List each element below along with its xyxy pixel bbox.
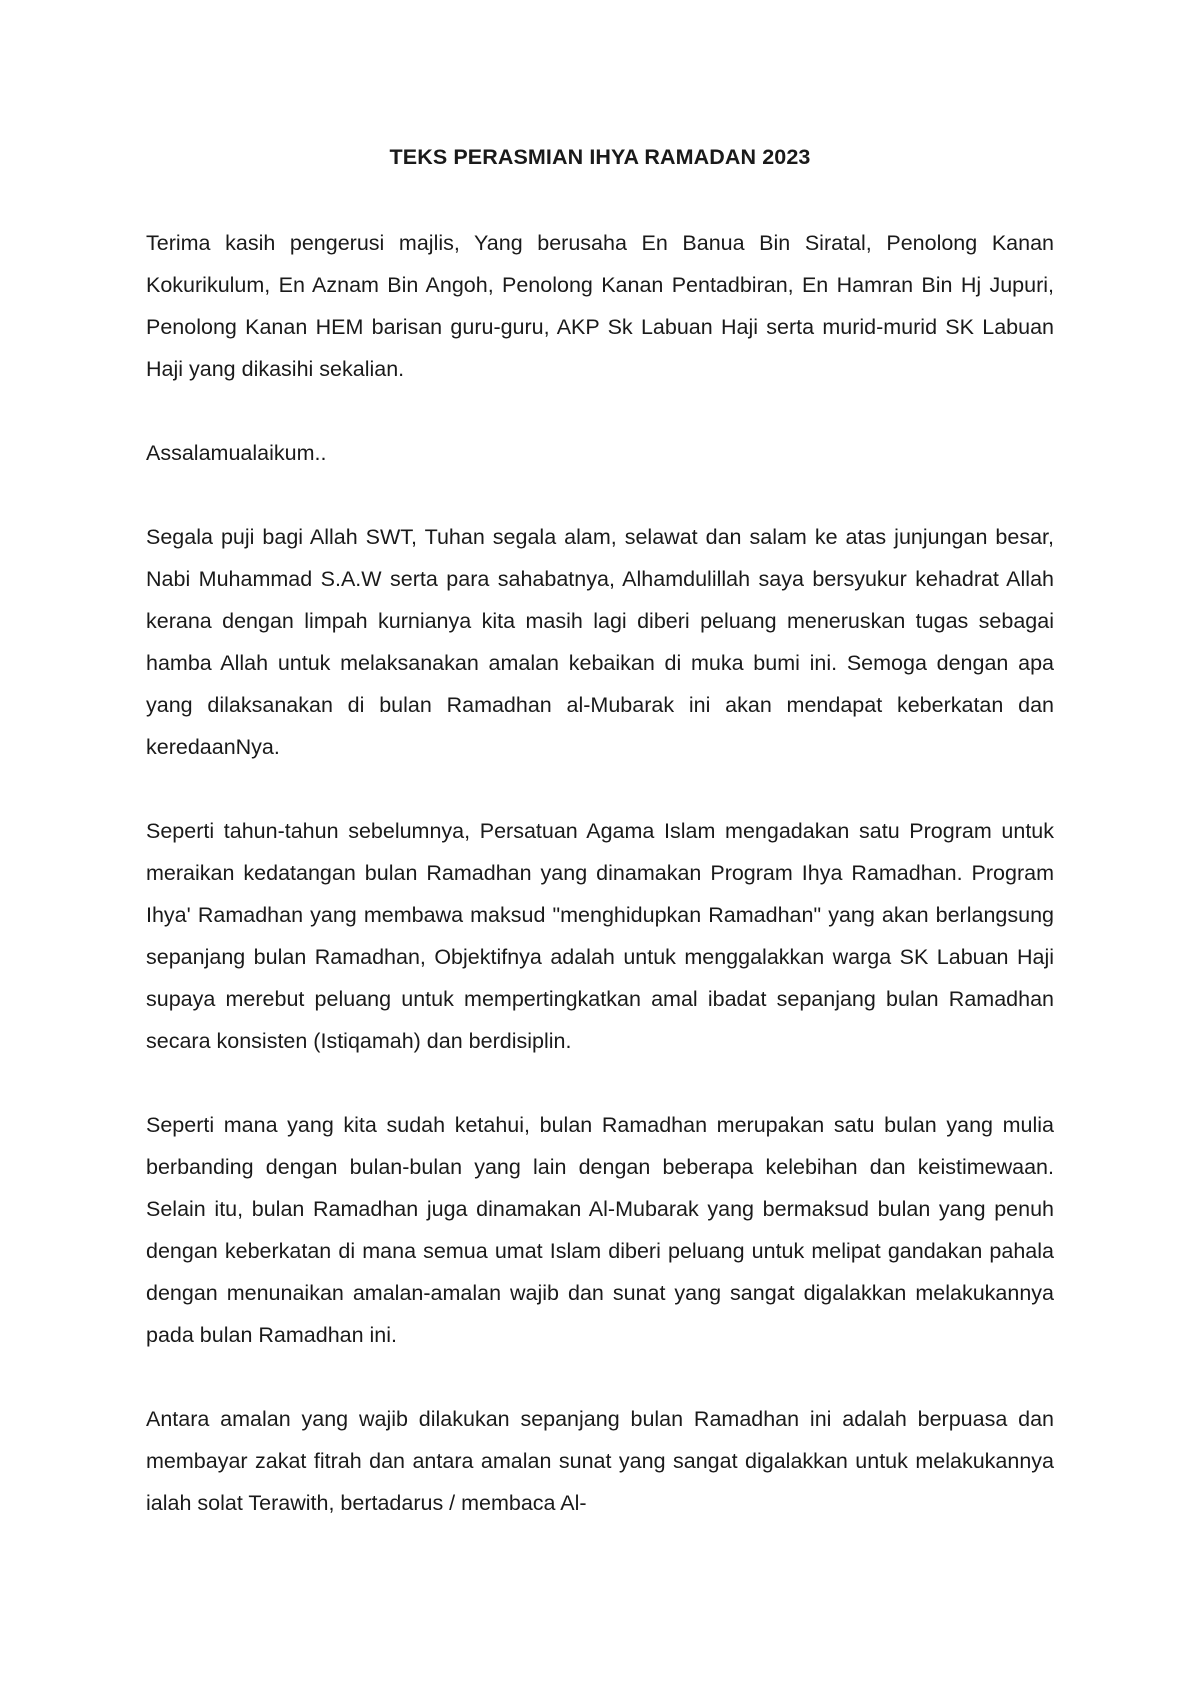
paragraph-greeting: Terima kasih pengerusi majlis, Yang berusaha En Banua Bin Siratal, Penolong Kanan Kokurikulum, En Aznam Bin Angoh, Penolong Kanan Pentadbiran, En Hamran Bin Hj Jupuri, Penolong Kanan HEM barisan guru-guru, AKP Sk Labuan Haji serta murid-murid SK Labuan Haji yang dikasihi sekalian. bbox=[146, 231, 1054, 381]
paragraph-praise: Segala puji bagi Allah SWT, Tuhan segala alam, selawat dan salam ke atas junjungan besar, Nabi Muhammad S.A.W serta para sahabatnya, Alhamdulillah saya bersyukur kehadrat Allah kerana dengan limpah kurnianya kita masih lagi diberi peluang meneruskan tugas sebagai hamba Allah untuk melaksanakan amalan kebaikan di muka bumi ini. Semoga dengan apa yang dilaksanakan di bulan Ramadhan al-Mubarak ini akan mendapat keberkatan dan keredaanNya. bbox=[146, 525, 1054, 759]
document-body bbox=[146, 222, 1054, 1566]
document-title: TEKS PERASMIAN IHYA RAMADAN 2023 bbox=[389, 145, 811, 169]
paragraph-amalan: Antara amalan yang wajib dilakukan sepanjang bulan Ramadhan ini adalah berpuasa dan membayar zakat fitrah dan antara amalan sunat yang sangat digalakkan untuk melakukannya ialah solat Terawith, bertadarus / membaca Al- bbox=[146, 1407, 1054, 1515]
paragraph-program: Seperti tahun-tahun sebelumnya, Persatuan Agama Islam mengadakan satu Program untuk meraikan kedatangan bulan Ramadhan yang dinamakan Program Ihya Ramadhan. Program Ihya' Ramadhan yang membawa maksud "menghidupkan Ramadhan" yang akan berlangsung sepanjang bulan Ramadhan, Objektifnya adalah untuk menggalakkan warga SK Labuan Haji supaya merebut peluang untuk mempertingkatkan amal ibadat sepanjang bulan Ramadhan secara konsisten (Istiqamah) dan berdisiplin. bbox=[146, 819, 1054, 1053]
paragraph-salam: Assalamualaikum.. bbox=[146, 441, 327, 465]
paragraph-ramadhan-virtues: Seperti mana yang kita sudah ketahui, bulan Ramadhan merupakan satu bulan yang mulia berbanding dengan bulan-bulan yang lain dengan beberapa kelebihan dan keistimewaan. Selain itu, bulan Ramadhan juga dinamakan Al-Mubarak yang bermaksud bulan yang penuh dengan keberkatan di mana semua umat Islam diberi peluang untuk melipat gandakan pahala dengan menunaikan amalan-amalan wajib dan sunat yang sangat digalakkan melakukannya pada bulan Ramadhan ini. bbox=[146, 1113, 1054, 1347]
